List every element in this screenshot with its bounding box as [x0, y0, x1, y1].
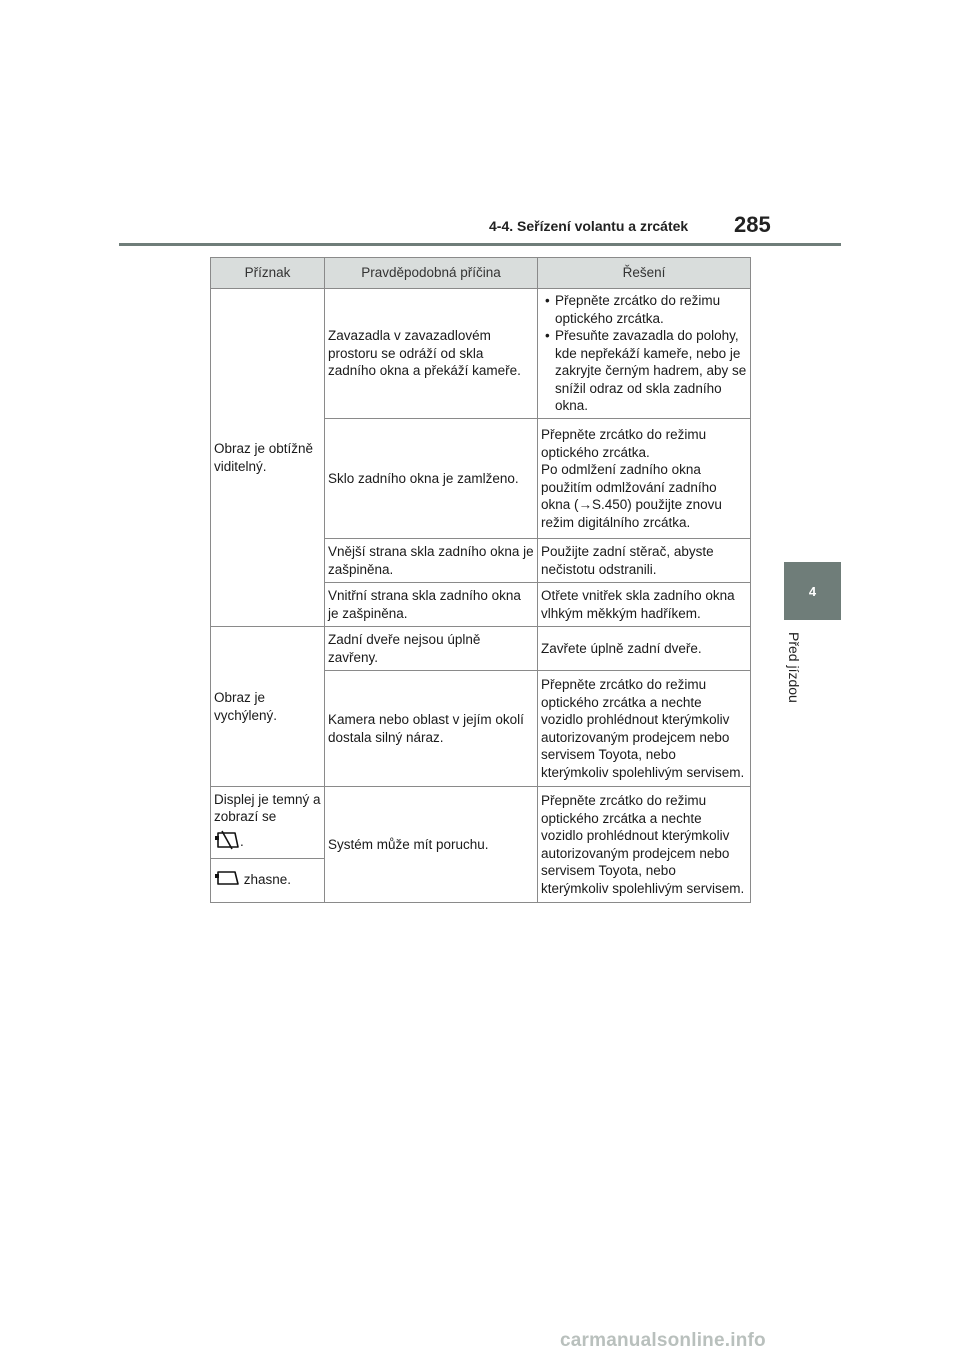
- list-item: • Přesuňte zavazadla do polohy, kde nepřekáží kameře, nebo je zakryjte černým hadrem, aby se snížil odraz od skla zadního okna.: [541, 327, 747, 415]
- header-cause: Pravděpodobná příčina: [325, 258, 538, 289]
- solution-cell: Zavřete úplně zadní dveře.: [538, 627, 751, 671]
- watermark: carmanualsonline.info: [560, 1330, 766, 1351]
- header-rule: [119, 243, 841, 246]
- cause-cell: Systém může mít poruchu.: [325, 787, 538, 903]
- symptom-cell: Obraz je vychýlený.: [211, 627, 325, 787]
- list-item: • Přepněte zrcátko do režimu optického zrcátka.: [541, 292, 747, 327]
- digital-mirror-indicator-icon: [214, 869, 240, 892]
- symptom-text: Displej je temný a zobrazí se: [214, 791, 321, 825]
- chapter-number: 4: [808, 583, 817, 599]
- troubleshooting-table: [210, 257, 751, 903]
- table-header-row: [211, 258, 751, 289]
- solution-paragraph: Přepněte zrcátko do režimu optického zrcátka.: [541, 427, 707, 460]
- solution-cell: [538, 419, 751, 539]
- page-number: 285: [734, 212, 771, 237]
- section-title: 4-4. Seřízení volantu a zrcátek: [489, 218, 689, 234]
- cause-cell: Zavazadla v zavazadlovém prostoru se odráží od skla zadního okna a překáží kameře.: [325, 289, 538, 419]
- symptom-cell: [211, 787, 325, 859]
- solution-list: [541, 292, 747, 415]
- solution-cell: Přepněte zrcátko do režimu optického zrcátka a nechte vozidlo prohlédnout kterýmkoliv autorizovaným prodejcem nebo servisem Toyota, nebo kterýmkoliv spolehlivým servisem.: [538, 671, 751, 787]
- table-row: [211, 787, 751, 859]
- header-symptom: Příznak: [211, 258, 325, 289]
- symptom-suffix: .: [240, 833, 244, 849]
- solution-paragraph: Po odmlžení zadního okna použitím odmlžování zadního okna (→S.450) použijte znovu režim digitálního zrcátka.: [541, 462, 722, 530]
- cause-cell: Vnější strana skla zadního okna je zašpiněna.: [325, 539, 538, 583]
- symptom-suffix: zhasne.: [243, 872, 292, 888]
- symptom-cell: Obraz je obtížně viditelný.: [211, 289, 325, 627]
- cause-cell: Kamera nebo oblast v jejím okolí dostala silný náraz.: [325, 671, 538, 787]
- symptom-cell: [211, 859, 325, 903]
- digital-mirror-off-icon: [214, 830, 240, 855]
- cause-cell: Sklo zadního okna je zamlženo.: [325, 419, 538, 539]
- solution-cell: [538, 289, 751, 419]
- table-row: [211, 627, 751, 671]
- cause-cell: Zadní dveře nejsou úplně zavřeny.: [325, 627, 538, 671]
- solution-cell: Přepněte zrcátko do režimu optického zrcátka a nechte vozidlo prohlédnout kterýmkoliv autorizovaným prodejcem nebo servisem Toyota, nebo kterýmkoliv spolehlivým servisem.: [538, 787, 751, 903]
- chapter-tab: [784, 562, 841, 620]
- solution-cell: Otřete vnitřek skla zadního okna vlhkým měkkým hadříkem.: [538, 583, 751, 627]
- solution-cell: Použijte zadní stěrač, abyste nečistotu odstranili.: [538, 539, 751, 583]
- header-solution: Řešení: [538, 258, 751, 289]
- chapter-label: Před jízdou: [786, 632, 802, 703]
- table-row: [211, 289, 751, 419]
- cause-cell: Vnitřní strana skla zadního okna je zašpiněna.: [325, 583, 538, 627]
